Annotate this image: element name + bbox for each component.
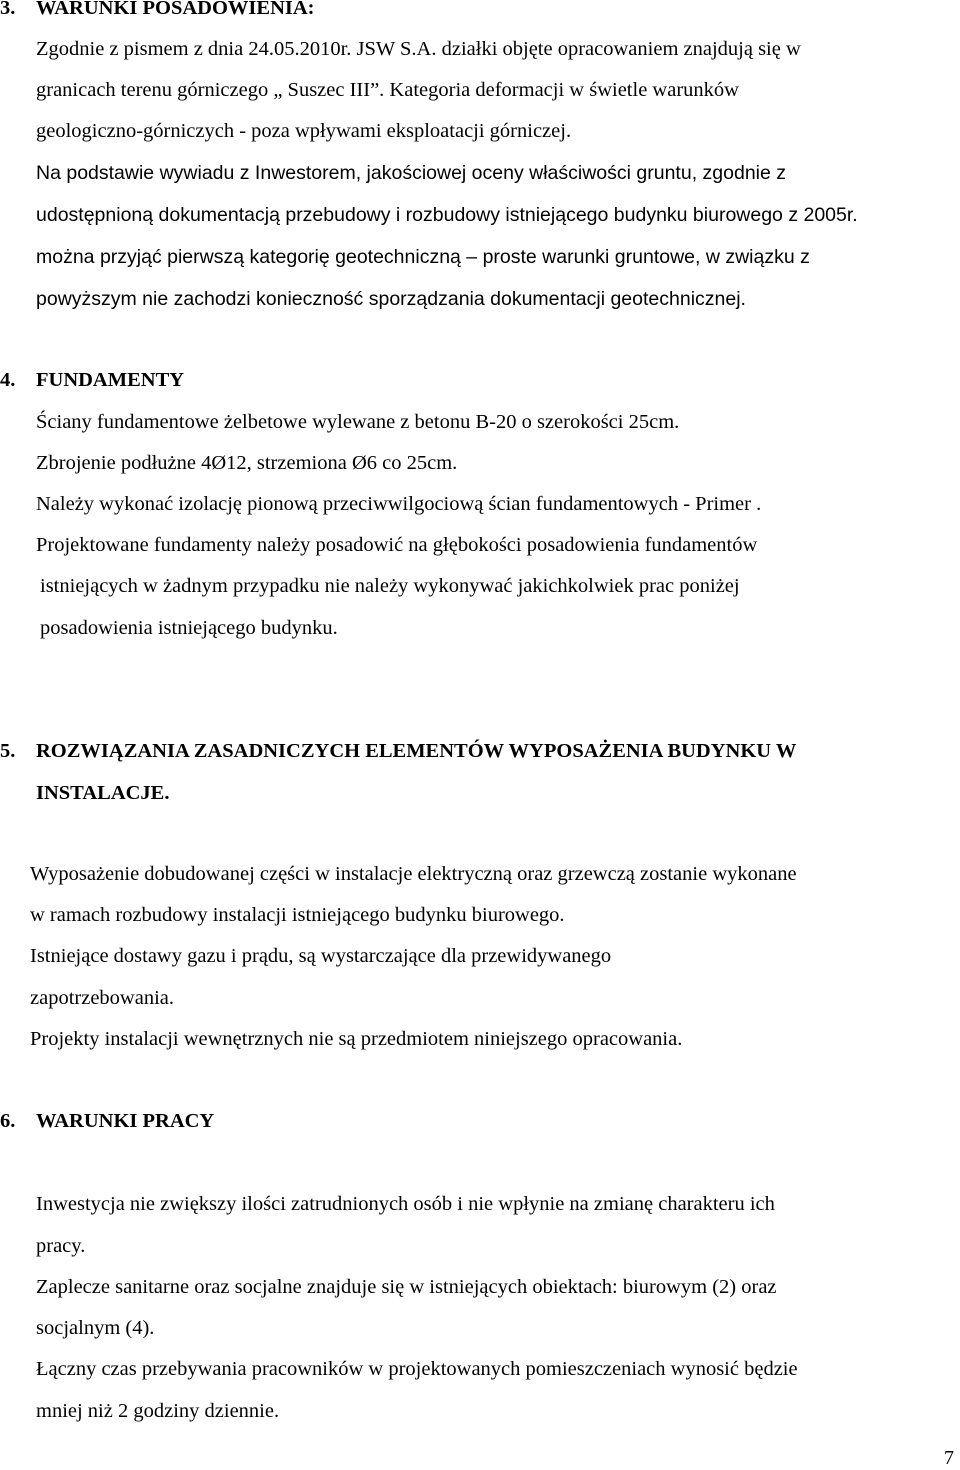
section-3-line: powyższym nie zachodzi konieczność sporządzania dokumentacji geotechnicznej. <box>36 288 746 310</box>
section-5-number: 5. <box>0 740 16 762</box>
section-3-number: 3. <box>0 0 16 19</box>
section-5-heading-continued: INSTALACJE. <box>36 782 170 804</box>
section-3-heading: WARUNKI POSADOWIENIA: <box>36 0 315 19</box>
section-4-line: Projektowane fundamenty należy posadowić na głębokości posadowienia fundamentów <box>36 534 758 556</box>
section-4-line: posadowienia istniejącego budynku. <box>40 617 338 639</box>
section-4-line: Ściany fundamentowe żelbetowe wylewane z betonu B-20 o szerokości 25cm. <box>36 411 680 433</box>
section-6-number: 6. <box>0 1110 16 1132</box>
section-3-line: Zgodnie z pismem z dnia 24.05.2010r. JSW S.A. działki objęte opracowaniem znajdują się w <box>36 38 801 60</box>
section-3-line: granicach terenu górniczego „ Suszec III”. Kategoria deformacji w świetle warunków <box>36 79 739 101</box>
section-6-line: Inwestycja nie zwiększy ilości zatrudnionych osób i nie wpłynie na zmianę charakteru ich <box>36 1193 775 1215</box>
section-6-line: pracy. <box>36 1235 86 1257</box>
section-5-line: zapotrzebowania. <box>30 987 174 1009</box>
section-3-line: udostępnioną dokumentacją przebudowy i rozbudowy istniejącego budynku biurowego z 2005r. <box>36 204 858 226</box>
page-number: 7 <box>944 1447 954 1469</box>
section-4-heading: FUNDAMENTY <box>36 369 185 391</box>
section-6-heading: WARUNKI PRACY <box>36 1110 215 1132</box>
section-6-line: socjalnym (4). <box>36 1317 155 1339</box>
section-5-line: Wyposażenie dobudowanej części w instalacje elektryczną oraz grzewczą zostanie wykonane <box>30 863 797 885</box>
section-4-line: Zbrojenie podłużne 4Ø12, strzemiona Ø6 co 25cm. <box>36 452 458 474</box>
section-5-heading: ROZWIĄZANIA ZASADNICZYCH ELEMENTÓW WYPOSAŻENIA BUDYNKU W <box>36 740 797 762</box>
section-3-line: można przyjąć pierwszą kategorię geotechniczną – proste warunki gruntowe, w związku z <box>36 246 810 268</box>
section-5-line: w ramach rozbudowy instalacji istniejącego budynku biurowego. <box>30 904 565 926</box>
section-5-line: Istniejące dostawy gazu i prądu, są wystarczające dla przewidywanego <box>30 945 612 967</box>
section-3-line: geologiczno-górniczych - poza wpływami eksploatacji górniczej. <box>36 120 572 142</box>
section-6-line: Zaplecze sanitarne oraz socjalne znajduje się w istniejących obiektach: biurowym (2) oraz <box>36 1276 777 1298</box>
section-6-line: mniej niż 2 godziny dziennie. <box>36 1400 280 1422</box>
section-4-line: istniejących w żadnym przypadku nie należy wykonywać jakichkolwiek prac poniżej <box>40 575 740 597</box>
section-3-line: Na podstawie wywiadu z Inwestorem, jakościowej oceny właściwości gruntu, zgodnie z <box>36 162 787 184</box>
section-4-number: 4. <box>0 369 16 391</box>
section-4-line: Należy wykonać izolację pionową przeciwwilgociową ścian fundamentowych - Primer . <box>36 493 762 515</box>
section-5-line: Projekty instalacji wewnętrznych nie są przedmiotem niniejszego opracowania. <box>30 1028 683 1050</box>
section-6-line: Łączny czas przebywania pracowników w projektowanych pomieszczeniach wynosić będzie <box>36 1358 798 1380</box>
